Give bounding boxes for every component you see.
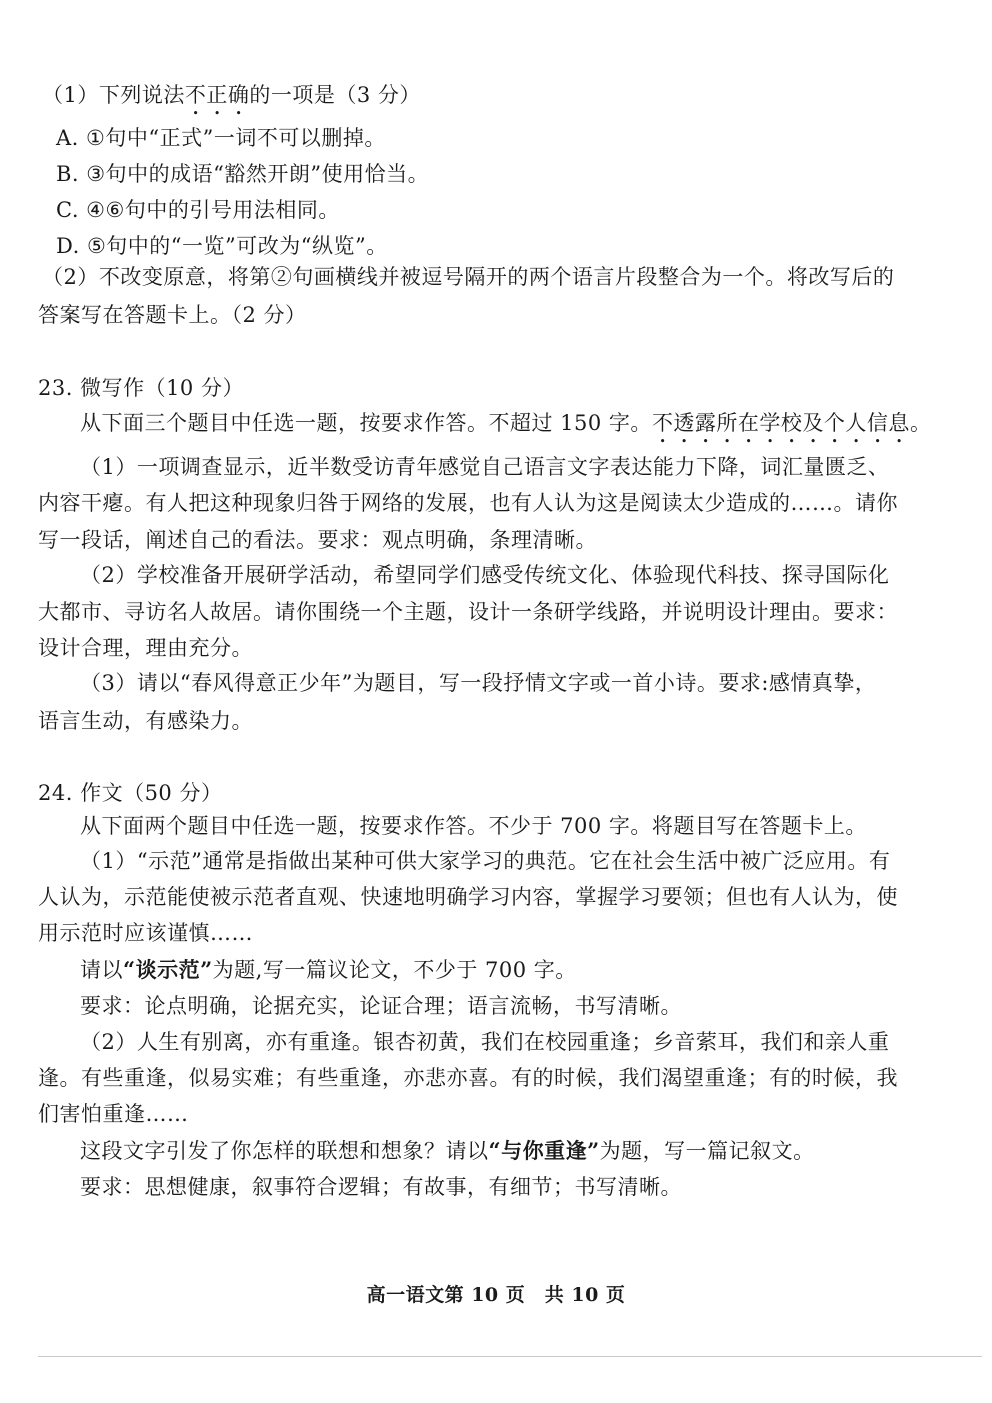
- q24-p2-task-pre: 这段文字引发了你怎样的联想和想象？请以: [80, 1139, 489, 1163]
- q22-option-b: B. ③句中的成语“豁然开朗”使用恰当。: [56, 162, 430, 186]
- q23-intro-pre: 从下面三个题目中任选一题，按要求作答。不超过 150 字。: [80, 411, 652, 435]
- q24-p1-line3: 用示范时应该谨慎……: [38, 921, 253, 945]
- q22-option-c: C. ④⑥句中的引号用法相同。: [56, 198, 340, 222]
- q24-p1-task-post: 为题,写一篇议论文，不少于 700 字。: [212, 958, 577, 982]
- q24-p1-task-pre: 请以: [80, 958, 123, 982]
- q23-p2-line2: 大都市、寻访名人故居。请你围绕一个主题，设计一条研学线路，并说明设计理由。要求：: [38, 600, 898, 624]
- q24-p2-task-post: 为题，写一篇记叙文。: [599, 1139, 815, 1163]
- q24-intro: 从下面两个题目中任选一题，按要求作答。不少于 700 字。将题目写在答题卡上。: [80, 814, 867, 838]
- q24-p1-line1: （1）“示范”通常是指做出某种可供大家学习的典范。它在社会生活中被广泛应用。有: [80, 849, 891, 873]
- q22-sub1-emphasis: 不正确: [184, 83, 250, 107]
- q24-p1-requirement: 要求：论点明确，论据充实，论证合理；语言流畅，书写清晰。: [80, 994, 682, 1018]
- q22-sub1-stem: [42, 80, 421, 120]
- q24-p2-task-title: “与你重逢”: [488, 1138, 600, 1163]
- q23-intro: [80, 408, 931, 448]
- q24-p2-line2: 逢。有些重逢，似易实难；有些重逢，亦悲亦喜。有的时候，我们渴望重逢；有的时候，我: [38, 1066, 898, 1090]
- q22-option-a: A. ①句中“正式”一词不可以删掉。: [56, 126, 386, 150]
- q24-p2-line3: 们害怕重逢……: [38, 1102, 189, 1126]
- page-footer: 高一语文第 10 页 共 10 页: [366, 1284, 626, 1306]
- q24-p2-line1: （2）人生有别离，亦有重逢。银杏初黄，我们在校园重逢；乡音萦耳，我们和亲人重: [80, 1030, 890, 1054]
- q24-p1-line2: 人认为，示范能使被示范者直观、快速地明确学习内容，掌握学习要领；但也有人认为，使: [38, 885, 898, 909]
- q23-intro-post: 。: [909, 411, 932, 435]
- q24-title: 24. 作文（50 分）: [38, 781, 223, 805]
- q23-p2-line3: 设计合理，理由充分。: [38, 636, 253, 660]
- q22-sub2-line1: （2）不改变原意，将第②句画横线并被逗号隔开的两个语言片段整合为一个。将改写后的: [42, 265, 895, 289]
- q22-option-d: D. ⑤句中的“一览”可改为“纵览”。: [56, 234, 388, 258]
- q24-p2-task: [80, 1136, 815, 1166]
- q23-title: 23. 微写作（10 分）: [38, 376, 244, 400]
- q22-sub1-pre: （1）下列说法: [42, 83, 185, 107]
- q23-p1-line1: （1）一项调查显示，近半数受访青年感觉自己语言文字表达能力下降，词汇量匮乏、: [80, 455, 890, 479]
- q23-p1-line2: 内容干瘪。有人把这种现象归咎于网络的发展，也有人认为这是阅读太少造成的……。请你: [38, 491, 898, 515]
- bottom-divider: [38, 1356, 982, 1357]
- q24-p1-task-title: “谈示范”: [123, 957, 213, 982]
- q24-p2-requirement: 要求：思想健康，叙事符合逻辑；有故事，有细节；书写清晰。: [80, 1175, 682, 1199]
- q24-p1-task: [80, 955, 577, 985]
- q22-sub1-post: 的一项是（3 分）: [249, 83, 421, 107]
- q23-p1-line3: 写一段话，阐述自己的看法。要求：观点明确，条理清晰。: [38, 528, 597, 552]
- q22-sub2-line2: 答案写在答题卡上。（2 分）: [38, 303, 307, 327]
- q23-p2-line1: （2）学校准备开展研学活动，希望同学们感受传统文化、体验现代科技、探寻国际化: [80, 563, 890, 587]
- q23-p3-line1: （3）请以“春风得意正少年”为题目，写一段抒情文字或一首小诗。要求:感情真挚，: [80, 671, 877, 695]
- q23-intro-emphasis: 不透露所在学校及个人信息: [651, 411, 910, 435]
- q23-p3-line2: 语言生动，有感染力。: [38, 709, 253, 733]
